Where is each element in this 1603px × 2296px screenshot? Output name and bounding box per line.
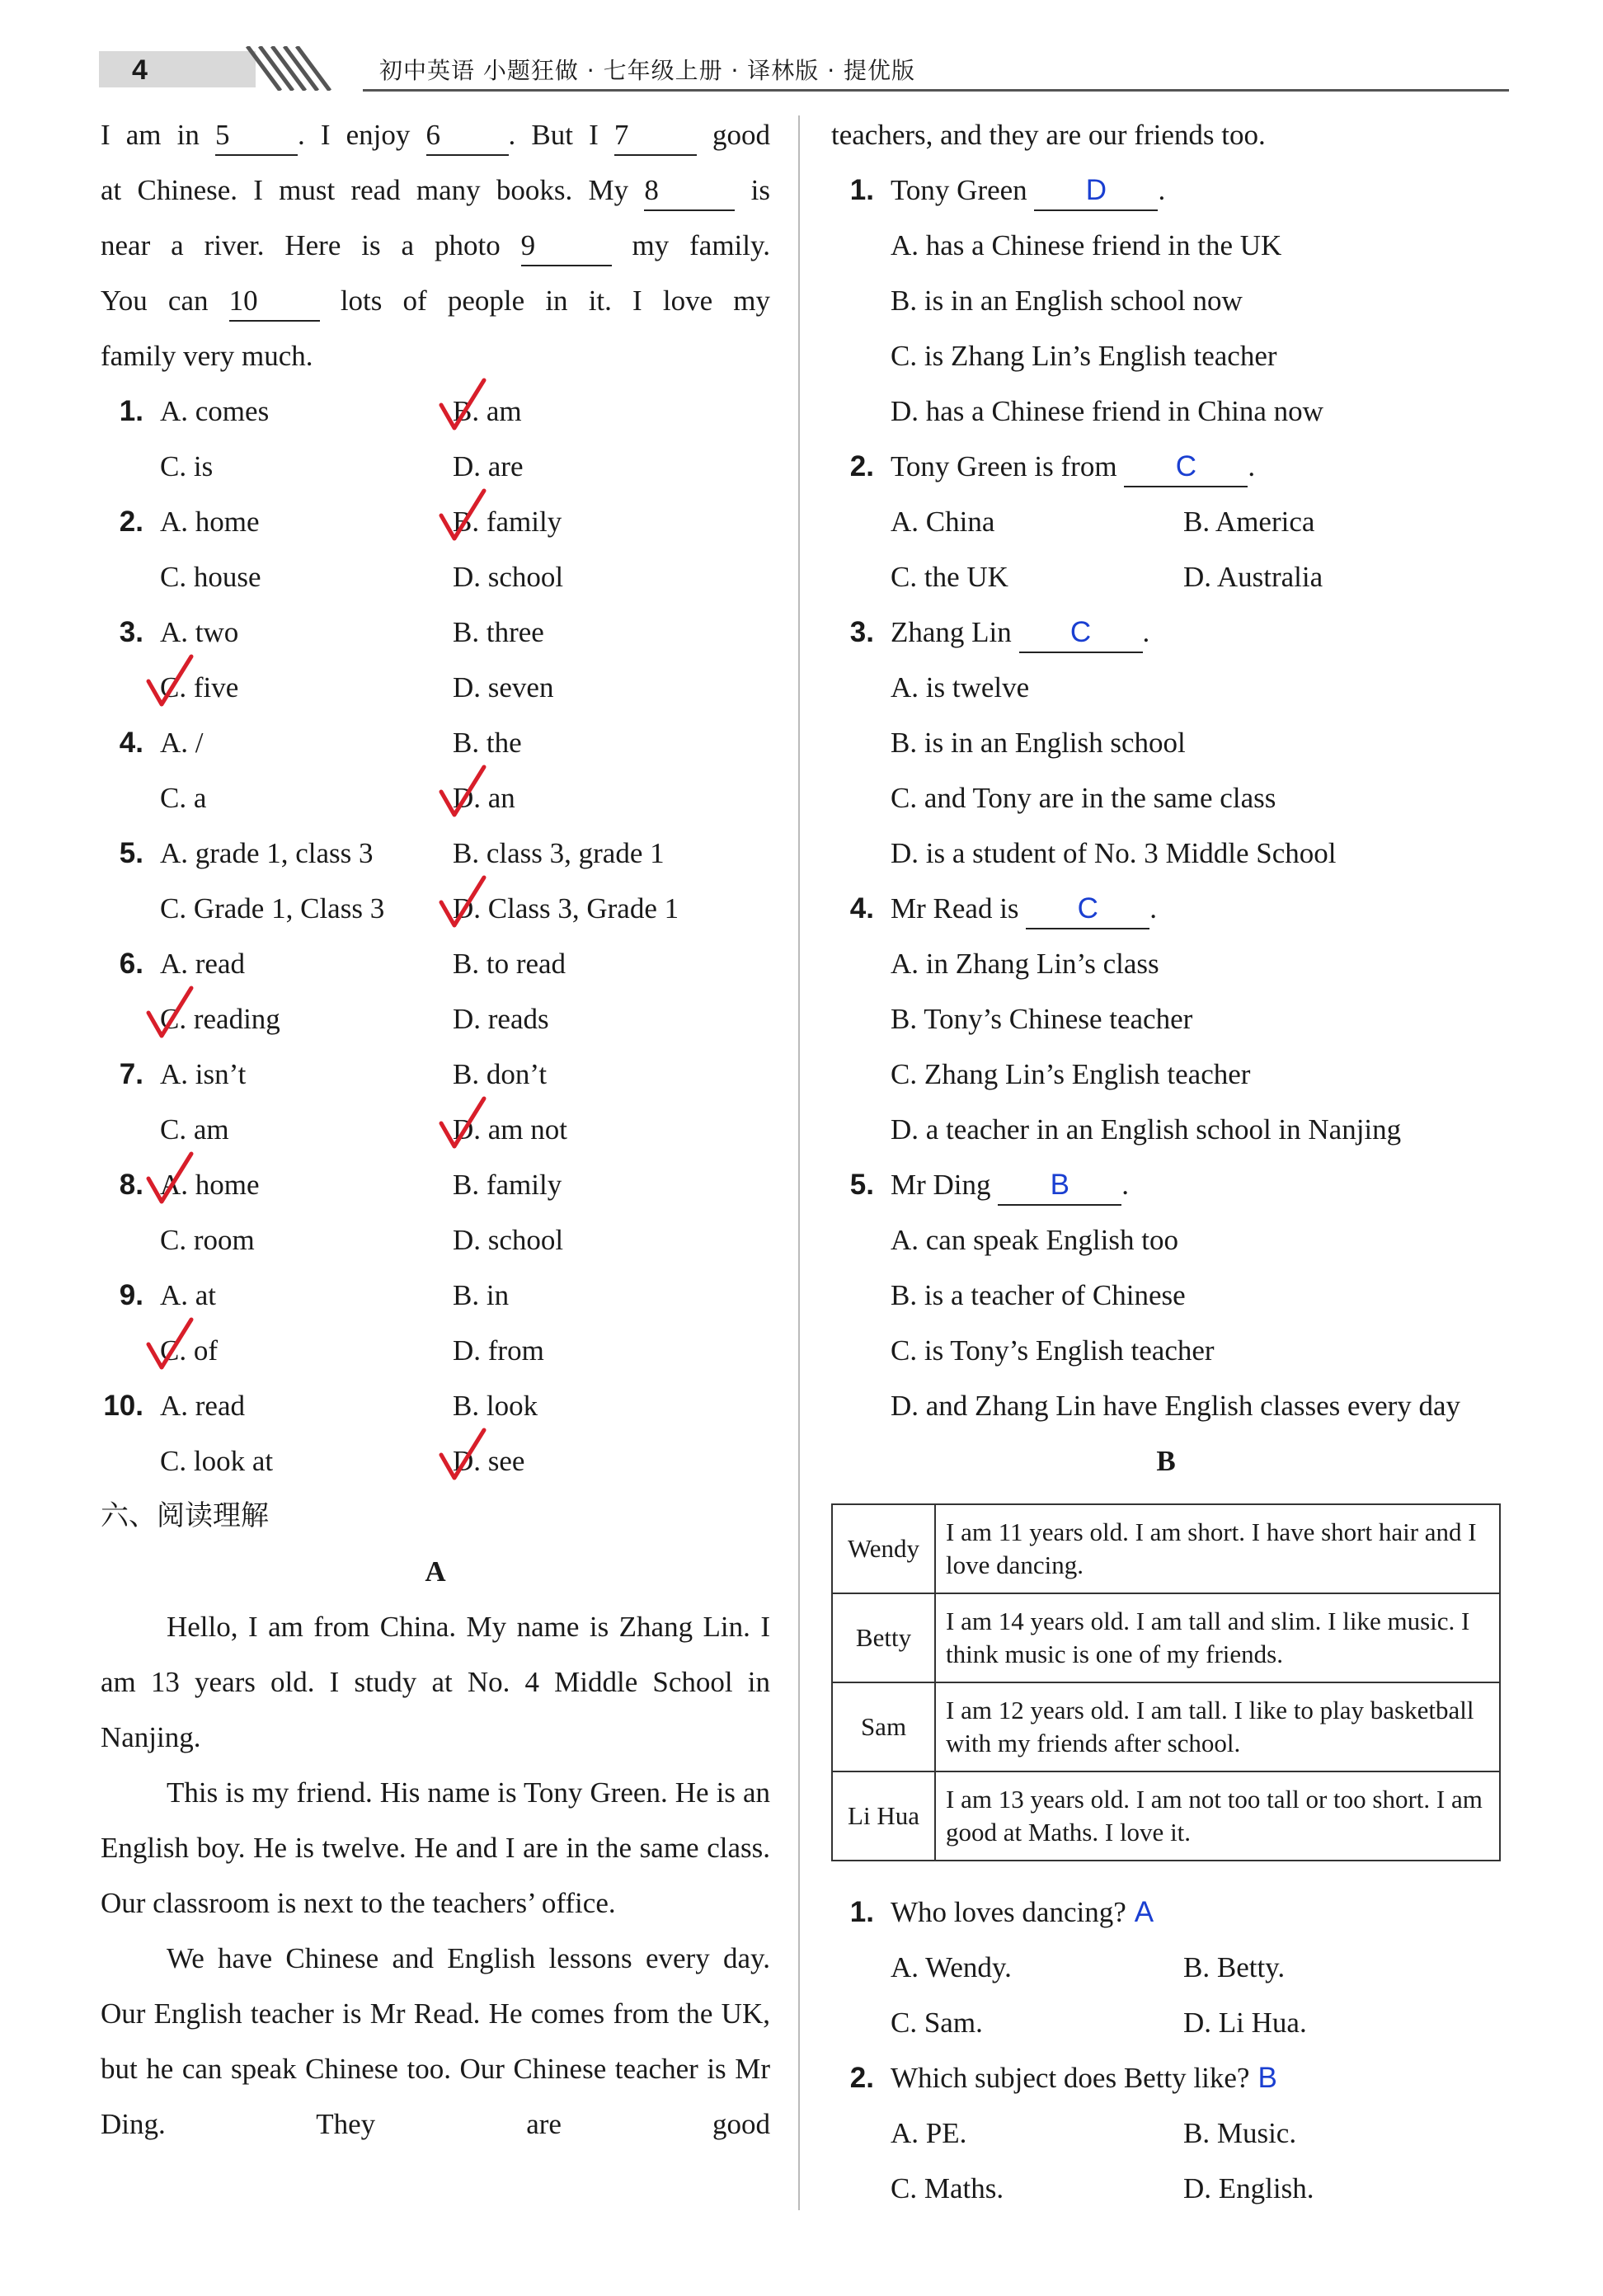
question-stem bbox=[831, 605, 1501, 660]
answer-option[interactable]: B. America bbox=[1183, 506, 1315, 538]
stem-text: Mr Read is bbox=[891, 892, 1027, 925]
spacer bbox=[831, 383, 882, 439]
question-row bbox=[101, 881, 770, 936]
right-column bbox=[831, 107, 1501, 2216]
passage-text: . I enjoy bbox=[298, 119, 426, 151]
question-row bbox=[101, 660, 770, 715]
question-number bbox=[101, 770, 152, 826]
question-row bbox=[101, 1378, 770, 1433]
stem-text: Who loves dancing? bbox=[891, 1896, 1126, 1928]
option-row bbox=[831, 1995, 1501, 2050]
spacer bbox=[831, 715, 882, 770]
answer-option[interactable]: D. English. bbox=[1183, 2172, 1314, 2204]
passage-line bbox=[101, 107, 770, 162]
question-number bbox=[101, 1102, 152, 1157]
option-row bbox=[831, 1102, 1501, 1157]
passage-continuation: teachers, and they are our friends too. bbox=[831, 119, 1266, 151]
question-number: 1. bbox=[849, 174, 874, 206]
spacer bbox=[831, 1378, 882, 1433]
answer-option[interactable]: A. / bbox=[160, 727, 204, 759]
page-header bbox=[99, 46, 1501, 91]
answer-option[interactable]: D. seven bbox=[453, 671, 554, 703]
checkmark-icon bbox=[145, 985, 195, 1039]
stem-text: Which subject does Betty like? bbox=[891, 2062, 1250, 2094]
question-number bbox=[101, 991, 152, 1047]
part-b-title: B bbox=[1156, 1445, 1176, 1477]
answer-option[interactable]: B. Music. bbox=[1183, 2117, 1297, 2149]
question-text bbox=[882, 2050, 1277, 2105]
answer-option[interactable]: C. is Zhang Lin’s English teacher bbox=[891, 340, 1277, 372]
spacer bbox=[831, 770, 882, 826]
option-row bbox=[831, 494, 1501, 549]
option-row bbox=[831, 218, 1501, 273]
checkmark-icon bbox=[145, 1316, 195, 1371]
checkmark-icon bbox=[438, 377, 487, 431]
spacer bbox=[831, 1940, 882, 1995]
checkmark-icon bbox=[438, 764, 487, 818]
question-stem bbox=[831, 1157, 1501, 1212]
question-stem bbox=[831, 2050, 1501, 2105]
question-number: 2. bbox=[119, 506, 143, 538]
question-number: 5. bbox=[119, 837, 143, 869]
question-text bbox=[882, 162, 1165, 218]
question-row bbox=[101, 1323, 770, 1378]
question-row bbox=[101, 549, 770, 605]
answer-option[interactable]: A. grade 1, class 3 bbox=[160, 837, 374, 869]
answer-option[interactable]: A. PE. bbox=[891, 2117, 967, 2149]
question-number bbox=[101, 660, 152, 715]
passage-paragraph: This is my friend. His name is Tony Green. He is an English boy. He is twelve. He and I are in the same class. Our classroom is next to the teachers’ office. bbox=[101, 1776, 770, 1919]
blank-7: 7 bbox=[614, 115, 697, 156]
answer-option[interactable]: C. am bbox=[160, 1113, 229, 1146]
answer-option[interactable]: C. Zhang Lin’s English teacher bbox=[891, 1058, 1251, 1090]
answer-option[interactable]: A. at bbox=[160, 1279, 217, 1311]
spacer bbox=[831, 328, 882, 383]
answer-option[interactable]: A. home bbox=[160, 506, 260, 538]
answer-option[interactable]: B. Tony’s Chinese teacher bbox=[891, 1003, 1193, 1035]
question-number bbox=[101, 1212, 152, 1268]
question-row bbox=[101, 1157, 770, 1212]
question-row bbox=[101, 605, 770, 660]
stem-text: Tony Green bbox=[891, 174, 1035, 206]
student-name-cell: Wendy bbox=[832, 1504, 935, 1593]
passage-line bbox=[101, 273, 770, 328]
question-row bbox=[101, 383, 770, 439]
blank-6: 6 bbox=[426, 115, 509, 156]
answer-option[interactable]: A. China bbox=[891, 506, 995, 538]
question-number: 10. bbox=[103, 1390, 143, 1422]
part-a-title: A bbox=[425, 1555, 446, 1588]
section-title: 六、阅读理解 bbox=[101, 1499, 269, 1532]
answer-option[interactable]: D. is a student of No. 3 Middle School bbox=[891, 837, 1337, 869]
answer-option[interactable]: C. and Tony are in the same class bbox=[891, 782, 1276, 814]
passage-line bbox=[101, 162, 770, 218]
answer-option[interactable]: D. Li Hua. bbox=[1183, 2007, 1307, 2039]
answer-option[interactable]: D. a teacher in an English school in Nanjing bbox=[891, 1113, 1402, 1146]
question-number bbox=[101, 549, 152, 605]
answer-option[interactable]: D. school bbox=[453, 561, 564, 593]
spacer bbox=[831, 2105, 882, 2161]
question-text bbox=[882, 605, 1149, 660]
answer-option[interactable]: A. can speak English too bbox=[891, 1224, 1178, 1256]
passage-text: my family. bbox=[611, 229, 770, 261]
answer-option[interactable]: C. room bbox=[160, 1224, 255, 1256]
answer-option[interactable]: D. Class 3, Grade 1 bbox=[444, 881, 737, 936]
stem-end: . bbox=[1121, 1169, 1130, 1201]
spacer bbox=[831, 1268, 882, 1323]
answer-option[interactable]: A. is twelve bbox=[891, 671, 1030, 703]
answer-option[interactable]: C. reading bbox=[152, 991, 444, 1047]
passage-line bbox=[101, 218, 770, 273]
answer-option[interactable]: D. am not bbox=[444, 1102, 737, 1157]
answer-option[interactable]: D. from bbox=[453, 1334, 544, 1367]
answer-option[interactable]: C. Sam. bbox=[891, 2007, 983, 2039]
answer-option[interactable]: A. comes bbox=[160, 395, 270, 427]
spacer bbox=[831, 218, 882, 273]
question-number: 2. bbox=[849, 2062, 874, 2094]
reading-a-questions bbox=[831, 162, 1501, 1433]
student-info-table bbox=[831, 1503, 1501, 1861]
answer-option[interactable]: D. see bbox=[444, 1433, 737, 1489]
question-stem bbox=[831, 1884, 1501, 1940]
passage-paragraph: Hello, I am from China. My name is Zhang Lin. I am 13 years old. I study at No. 4 Middle School in Nanjing. bbox=[101, 1611, 770, 1753]
question-row bbox=[101, 991, 770, 1047]
spacer bbox=[831, 991, 882, 1047]
answer-blank: B bbox=[998, 1164, 1121, 1206]
question-text bbox=[882, 1157, 1129, 1212]
student-description-cell: I am 11 years old. I am short. I have short hair and I love dancing. bbox=[935, 1504, 1500, 1593]
spacer bbox=[831, 2161, 882, 2216]
left-column bbox=[101, 107, 770, 2152]
question-row bbox=[101, 1268, 770, 1323]
question-row bbox=[101, 936, 770, 991]
stem-end: . bbox=[1149, 892, 1158, 925]
answer-option[interactable]: C. Grade 1, Class 3 bbox=[160, 892, 385, 925]
answer-option[interactable]: C. is bbox=[160, 450, 214, 482]
answer-option[interactable]: C. is Tony’s English teacher bbox=[891, 1334, 1215, 1367]
option-row bbox=[831, 770, 1501, 826]
spacer bbox=[831, 1047, 882, 1102]
header-rule bbox=[363, 89, 1509, 92]
blank-9: 9 bbox=[521, 225, 612, 266]
answer-option[interactable]: D. and Zhang Lin have English classes every day bbox=[891, 1390, 1461, 1422]
answer-option[interactable]: B. family bbox=[453, 1169, 562, 1201]
checkmark-icon bbox=[145, 1150, 195, 1205]
answer-option[interactable]: A. in Zhang Lin’s class bbox=[891, 948, 1159, 980]
answer-option[interactable]: A. read bbox=[160, 948, 246, 980]
option-row bbox=[831, 1323, 1501, 1378]
option-row bbox=[831, 936, 1501, 991]
student-description-cell: I am 13 years old. I am not too tall or too short. I am good at Maths. I love it. bbox=[935, 1771, 1500, 1861]
spacer bbox=[831, 936, 882, 991]
question-number bbox=[101, 439, 152, 494]
spacer bbox=[831, 549, 882, 605]
option-row bbox=[831, 273, 1501, 328]
question-row bbox=[101, 1212, 770, 1268]
option-row bbox=[831, 1378, 1501, 1433]
question-number: 1. bbox=[119, 395, 143, 427]
answer-option[interactable]: B. family bbox=[444, 494, 737, 549]
answer-option[interactable]: C. five bbox=[152, 660, 444, 715]
question-number: 3. bbox=[849, 616, 874, 648]
passage-text: is bbox=[735, 174, 770, 206]
question-number: 1. bbox=[849, 1896, 874, 1928]
question-row bbox=[101, 715, 770, 770]
passage-paragraph: We have Chinese and English lessons every day. Our English teacher is Mr Read. He comes from the UK, but he can speak Chinese too. Our Chinese teacher is Mr Ding. They are good bbox=[101, 1942, 770, 2140]
student-name-cell: Sam bbox=[832, 1682, 935, 1771]
option-row bbox=[831, 1212, 1501, 1268]
stem-end: . bbox=[1142, 616, 1150, 648]
blank-10: 10 bbox=[229, 280, 320, 322]
question-number bbox=[101, 1433, 152, 1489]
answer-blank: C bbox=[1026, 888, 1149, 929]
answer-option[interactable]: A. two bbox=[160, 616, 239, 648]
handwritten-answer: A bbox=[1134, 1896, 1154, 1928]
question-row bbox=[101, 770, 770, 826]
stem-text: Zhang Lin bbox=[891, 616, 1019, 648]
question-stem bbox=[831, 439, 1501, 494]
header-stripes-decoration bbox=[190, 46, 355, 91]
answer-option[interactable]: C. look at bbox=[160, 1445, 274, 1477]
student-name-cell: Li Hua bbox=[832, 1771, 935, 1861]
passage-text: I am in bbox=[101, 119, 215, 151]
answer-option[interactable]: B. don’t bbox=[453, 1058, 548, 1090]
spacer bbox=[831, 1323, 882, 1378]
checkmark-icon bbox=[145, 653, 195, 708]
answer-option[interactable]: B. am bbox=[444, 383, 737, 439]
question-row bbox=[101, 1102, 770, 1157]
spacer bbox=[831, 826, 882, 881]
answer-option[interactable]: C. of bbox=[152, 1323, 444, 1378]
reading-b-questions bbox=[831, 1884, 1501, 2216]
answer-option[interactable]: B. to read bbox=[453, 948, 566, 980]
student-description-cell: I am 12 years old. I am tall. I like to play basketball with my friends after school. bbox=[935, 1682, 1500, 1771]
question-row bbox=[101, 1047, 770, 1102]
answer-option[interactable]: D. an bbox=[444, 770, 737, 826]
answer-option[interactable]: B. three bbox=[453, 616, 544, 648]
question-number bbox=[101, 1323, 152, 1378]
question-number: 7. bbox=[119, 1058, 143, 1090]
question-text bbox=[882, 1884, 1154, 1940]
passage-text: lots of people in it. I love my bbox=[319, 285, 771, 317]
answer-option[interactable]: B. is in an English school now bbox=[891, 285, 1243, 317]
option-row bbox=[831, 715, 1501, 770]
cloze-questions bbox=[101, 383, 770, 1489]
option-row bbox=[831, 1268, 1501, 1323]
answer-blank: C bbox=[1019, 612, 1143, 653]
option-row bbox=[831, 826, 1501, 881]
question-stem bbox=[831, 162, 1501, 218]
stem-text: Tony Green is from bbox=[891, 450, 1125, 482]
question-number: 5. bbox=[849, 1169, 874, 1201]
question-number: 3. bbox=[119, 616, 143, 648]
blank-8: 8 bbox=[644, 170, 735, 211]
passage-text: at Chinese. I must read many books. My bbox=[101, 174, 645, 206]
answer-option[interactable]: A. Wendy. bbox=[891, 1951, 1012, 1983]
question-number bbox=[101, 881, 152, 936]
answer-option[interactable]: D. school bbox=[453, 1224, 564, 1256]
question-number: 4. bbox=[849, 892, 874, 925]
option-row bbox=[831, 549, 1501, 605]
answer-option[interactable]: D. are bbox=[453, 450, 524, 482]
option-row bbox=[831, 660, 1501, 715]
student-description-cell: I am 14 years old. I am tall and slim. I like music. I think music is one of my friends. bbox=[935, 1593, 1500, 1682]
table-row bbox=[832, 1593, 1500, 1682]
cloze-passage bbox=[101, 107, 770, 383]
question-text bbox=[882, 881, 1157, 936]
question-number: 4. bbox=[119, 727, 143, 759]
passage-text: near a river. Here is a photo bbox=[101, 229, 521, 261]
answer-option[interactable]: A. isn’t bbox=[160, 1058, 247, 1090]
answer-option[interactable]: A. home bbox=[152, 1157, 444, 1212]
question-number: 9. bbox=[119, 1279, 143, 1311]
answer-option[interactable]: C. Maths. bbox=[891, 2172, 1004, 2204]
question-row bbox=[101, 826, 770, 881]
option-row bbox=[831, 1047, 1501, 1102]
question-row bbox=[101, 494, 770, 549]
checkmark-icon bbox=[438, 1427, 487, 1481]
answer-option[interactable]: B. is in an English school bbox=[891, 727, 1186, 759]
table-row bbox=[832, 1771, 1500, 1861]
column-divider bbox=[798, 115, 800, 2210]
option-row bbox=[831, 2105, 1501, 2161]
stem-end: . bbox=[1158, 174, 1166, 206]
answer-option[interactable]: B. the bbox=[453, 727, 522, 759]
question-number: 2. bbox=[849, 450, 874, 482]
answer-option[interactable]: C. a bbox=[160, 782, 207, 814]
answer-option[interactable]: A. read bbox=[160, 1390, 246, 1422]
passage-line bbox=[101, 328, 770, 383]
question-stem bbox=[831, 881, 1501, 936]
spacer bbox=[831, 273, 882, 328]
answer-option[interactable]: D. Australia bbox=[1183, 561, 1323, 593]
spacer bbox=[831, 1212, 882, 1268]
answer-option[interactable]: B. look bbox=[453, 1390, 538, 1422]
question-row bbox=[101, 439, 770, 494]
checkmark-icon bbox=[438, 1095, 487, 1150]
answer-option[interactable]: C. the UK bbox=[891, 561, 1008, 593]
spacer bbox=[831, 660, 882, 715]
answer-option[interactable]: D. has a Chinese friend in China now bbox=[891, 395, 1323, 427]
header-title: 初中英语 小题狂做 · 七年级上册 · 译林版 · 提优版 bbox=[379, 57, 916, 84]
answer-option[interactable]: C. house bbox=[160, 561, 261, 593]
question-row bbox=[101, 1433, 770, 1489]
passage-text: good bbox=[696, 119, 770, 151]
passage-text: . But I bbox=[508, 119, 614, 151]
blank-5: 5 bbox=[215, 115, 298, 156]
answer-option[interactable]: B. Betty. bbox=[1183, 1951, 1286, 1983]
answer-blank: C bbox=[1124, 446, 1248, 487]
question-number: 6. bbox=[119, 948, 143, 980]
option-row bbox=[831, 383, 1501, 439]
passage-text: family very much. bbox=[101, 340, 313, 372]
table-row bbox=[832, 1682, 1500, 1771]
question-number: 8. bbox=[119, 1169, 143, 1201]
table-row bbox=[832, 1504, 1500, 1593]
answer-option[interactable]: B. class 3, grade 1 bbox=[453, 837, 665, 869]
option-row bbox=[831, 1940, 1501, 1995]
checkmark-icon bbox=[438, 874, 487, 929]
stem-text: Mr Ding bbox=[891, 1169, 999, 1201]
answer-option[interactable]: B. in bbox=[453, 1279, 510, 1311]
spacer bbox=[831, 1102, 882, 1157]
answer-option[interactable]: B. is a teacher of Chinese bbox=[891, 1279, 1186, 1311]
option-row bbox=[831, 328, 1501, 383]
page-number: 4 bbox=[132, 54, 148, 86]
checkmark-icon bbox=[438, 487, 487, 542]
question-text bbox=[882, 439, 1255, 494]
passage-text: You can bbox=[101, 285, 229, 317]
spacer bbox=[831, 494, 882, 549]
answer-option[interactable]: D. reads bbox=[453, 1003, 549, 1035]
answer-blank: D bbox=[1034, 170, 1158, 211]
option-row bbox=[831, 2161, 1501, 2216]
spacer bbox=[831, 1995, 882, 2050]
handwritten-answer: B bbox=[1257, 2062, 1277, 2094]
answer-option[interactable]: A. has a Chinese friend in the UK bbox=[891, 229, 1282, 261]
student-name-cell: Betty bbox=[832, 1593, 935, 1682]
option-row bbox=[831, 991, 1501, 1047]
stem-end: . bbox=[1248, 450, 1256, 482]
